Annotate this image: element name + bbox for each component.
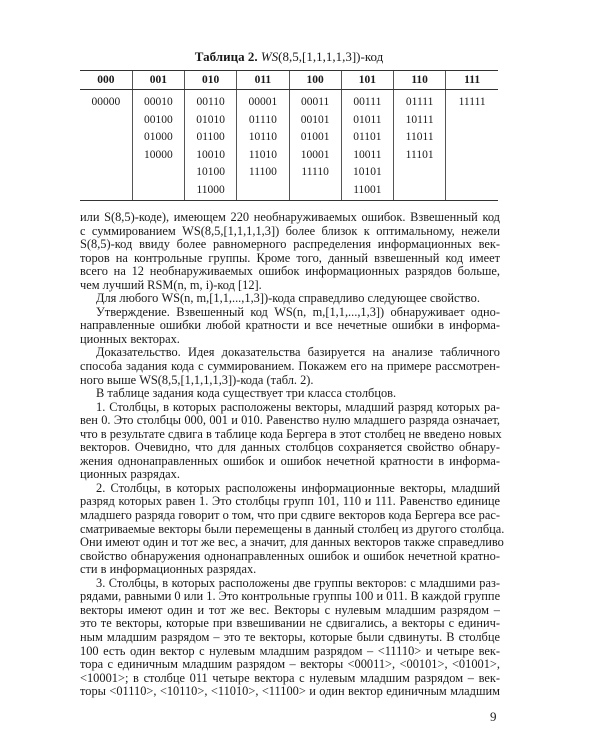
table-cell: 00011 [300, 96, 330, 108]
table-cell: 10100 [196, 166, 225, 179]
text-line: 3. Столбцы, в которых расположены две группы векторов: с младшими раз- [96, 575, 500, 590]
text-line: векторов. Очевидно, что для данных столбцов сохраняется свойство обнару- [80, 440, 500, 455]
text-line: 100 есть один вектор с нулевым младшим разрядом – <11110> и четыре век- [80, 643, 500, 658]
table-caption-rest: (8,5,[1,1,1,1,3])-код [278, 49, 384, 64]
table-caption [0, 49, 578, 65]
code-table [80, 70, 498, 201]
table-cell: 11000 [196, 183, 225, 196]
table-cell: 01100 [196, 131, 225, 144]
page-number: 9 [490, 709, 497, 724]
table-cell: 00001 [248, 96, 278, 108]
text-line: торов на контрольные группы. Кроме того, данный взвешенный код имеет [80, 250, 500, 265]
text-line: сматриваемые векторы были перемещены в данный столбец из другого столбца. [80, 521, 505, 536]
table-cell: 10011 [353, 148, 382, 161]
text-line: ного выше WS(8,5,[1,1,1,1,3])-кода (табл. 2). [80, 372, 314, 387]
text-line: Для любого WS(n, m,[1,1,...,1,3])-кода справедливо следующее свойство. [96, 291, 480, 306]
header-100: 100 [289, 71, 341, 90]
table-cell: 10010 [196, 148, 225, 161]
text-line: рядами, равными 0 или 1. Это контрольные группы 100 и 011. В каждой группе [80, 589, 501, 604]
table-cell: 01110 [248, 113, 277, 126]
text-line: всего на 12 необнаруживаемых ошибок информационных разрядов больше, [80, 264, 500, 279]
table-cell: 10110 [248, 131, 278, 144]
table-cell: 11101 [405, 148, 434, 161]
table-cell: 00110 [196, 96, 225, 108]
table-cell: 01001 [300, 131, 330, 144]
text-line: направленные ошибки любой кратности и все нечетные ошибки в информа- [80, 318, 500, 333]
table-caption-code: WS [260, 49, 279, 64]
text-line: или S(8,5)-коде), имеющем 220 необнаруживаемых ошибок. Взвешенный код [80, 210, 500, 224]
table-caption-label: Таблица 2. [194, 49, 258, 64]
table-cell: 00111 [353, 96, 382, 108]
table-cell: 01000 [144, 131, 173, 144]
text-line: чем лучший RSM(n, m, i)-код [12]. [80, 277, 262, 292]
text-line: векторы имеют один и тот же вес. Векторы с нулевым младшим разрядом – [80, 602, 500, 617]
text-line: вен 0. Это столбцы 000, 001 и 010. Равенство нулю младшего разряда означает, [80, 413, 500, 428]
header-101: 101 [341, 71, 393, 90]
text-line: S(8,5)-код ввиду более равномерного распределения информационных век- [80, 237, 500, 252]
table-cell: 11001 [353, 183, 382, 196]
table-cell: 00000 [91, 96, 121, 108]
table-cell: 00101 [300, 113, 330, 126]
text-line: ционных разрядах. [80, 467, 180, 482]
text-line: 1. Столбцы, в которых расположены векторы, младший разряд которых ра- [96, 399, 500, 414]
statement-line: Утверждение. Взвешенный код WS(n, m,[1,1,...,1,3]) обнаруживает одно- [96, 304, 500, 319]
header-111: 111 [446, 71, 498, 90]
table-cell: 10001 [300, 148, 330, 161]
header-011: 011 [237, 71, 289, 90]
header-000: 000 [80, 71, 132, 90]
table-cell: 01010 [196, 113, 225, 126]
text-line: <10001>; в столбце 011 четыре вектора с нулевым младшим разрядом – век- [80, 670, 500, 685]
text-line: это те векторы, которые при взвешивании не сдвигались, а векторы с единич- [80, 616, 500, 631]
proof-line: Доказательство. Идея доказательства базируется на анализе табличного [96, 345, 500, 360]
table-cell: 10101 [353, 166, 382, 179]
table-header-row [80, 71, 498, 90]
header-010: 010 [185, 71, 237, 90]
text-line: с суммированием WS(8,5,[1,1,1,1,3]) более близок к оптимальному, нежели [80, 223, 500, 238]
column-001 [132, 90, 184, 201]
table-cell: 00100 [144, 113, 173, 126]
column-011 [237, 90, 289, 201]
table-cell: 01011 [353, 113, 382, 126]
body-text [80, 210, 505, 699]
text-line: разряд которых равен 1. Это столбцы групп 101, 110 и 111. Равенство единице [80, 494, 500, 509]
column-101 [341, 90, 393, 201]
column-111 [446, 90, 498, 201]
table-cell: 10111 [405, 113, 434, 126]
text-line: что в результате сдвига в таблице кода Бергера в этот столбец не введено новых [80, 426, 502, 441]
column-010 [185, 90, 237, 201]
header-001: 001 [132, 71, 184, 90]
table-cell: 11010 [248, 148, 278, 161]
table-cell: 10000 [144, 148, 173, 161]
table-cell: 11110 [301, 166, 329, 179]
text-line: ционных векторах. [80, 331, 180, 346]
text-line: Они имеют один и тот же вес, а значит, для данных векторов также справедливо [80, 535, 504, 550]
text-line: способа задания кода с суммированием. Покажем его на примере рассмотрен- [80, 359, 500, 374]
text-line: сти в информационных разрядах. [80, 562, 257, 577]
table-cell: 00010 [144, 96, 173, 108]
text-line: торы <01110>, <10110>, <11010>, <11100> и один вектор единичным младшим [80, 684, 500, 699]
column-110 [394, 90, 446, 201]
text-line: свойство обнаружения однонаправленных ошибок и ошибок нечетной кратно- [80, 548, 500, 563]
table-cell: 01101 [353, 131, 382, 144]
text-line: тора с единичным младшим разрядом – векторы <00011>, <00101>, <01001>, [80, 657, 500, 672]
text-line: жения однонаправленных ошибок и ошибок нечетной кратности в информа- [80, 453, 500, 468]
table-cell: 11100 [248, 166, 277, 179]
table-cell: 11011 [405, 131, 434, 144]
text-line: В таблице задания кода существует три класса столбцов. [96, 386, 397, 401]
column-000 [80, 90, 132, 201]
header-110: 110 [394, 71, 446, 90]
table-cell: 01111 [405, 96, 434, 108]
table-cell: 11111 [458, 96, 486, 108]
text-line: 2. Столбцы, в которых расположены информационные векторы, младший [96, 480, 500, 495]
column-100 [289, 90, 341, 201]
table-row [80, 90, 498, 201]
text-line: ным младшим разрядом – это те векторы, которые были сдвинуты. В столбце [80, 629, 500, 644]
text-line: младшего разряда говорит о том, что при сдвиге векторов кода Бергера все рас- [80, 508, 500, 523]
